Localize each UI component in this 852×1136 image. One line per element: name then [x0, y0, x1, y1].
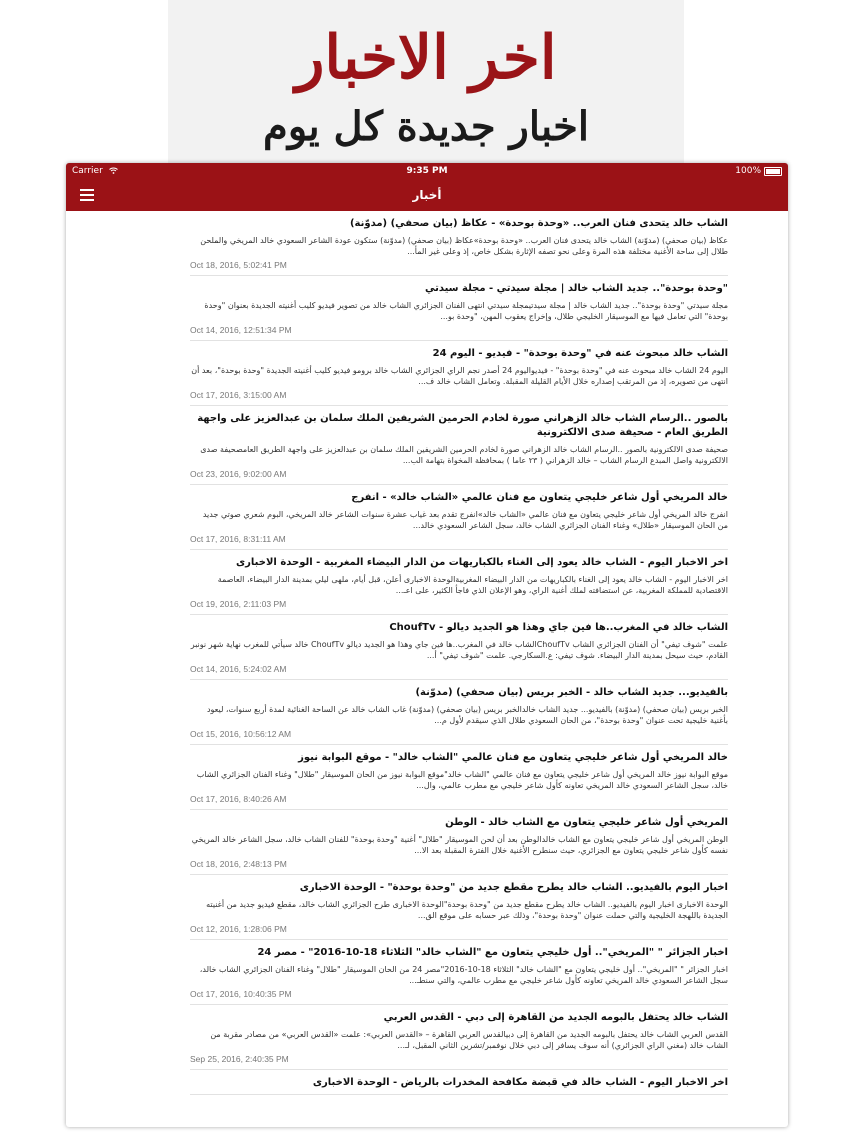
promo-subtitle: اخبار جديدة كل يوم [263, 103, 589, 150]
nav-title: أخبار [412, 188, 442, 202]
news-item[interactable] [190, 680, 728, 745]
news-item-title: "وحدة بوحدة".. جديد الشاب خالد | مجلة سيدتي - مجلة سيدتي [424, 283, 728, 294]
news-item[interactable] [190, 875, 728, 940]
news-item[interactable] [190, 485, 728, 550]
news-item[interactable] [190, 550, 728, 615]
news-item-date: Oct 17, 2016, 8:31:11 AM [190, 534, 286, 544]
promo-title: اخر الاخبار [295, 23, 557, 93]
news-item-title: الشاب خالد في المغرب..ها فين جاي وهذا هو الجديد ديالو - ChoufTv [389, 622, 728, 633]
news-item-snippet: عكاظ (بيان صحفي) (مدوّنة) الشاب خالد يتحدى فنان العرب.. «وحدة بوحدة»عكاظ (بيان صحفي) (مدوّنة) ستكون عودة الشاعر السعودي خالد المريخي والملحن طلال إلى ساحة الأغنية مختلفة هذه المرة وعلى نحو تصفه الإثارة بشكل خاص، إذ وعلى غير المأ... [200, 236, 728, 256]
news-item-title: بالفيديو... جديد الشاب خالد - الخبر بريس (بيان صحفي) (مدوّنة) [415, 687, 728, 698]
news-item-title: اخر الاخبار اليوم - الشاب خالد في قبضة مكافحة المخدرات بالرياض - الوحدة الاخبارى [312, 1077, 728, 1088]
news-item-title: خالد المريخي أول شاعر خليجي يتعاون مع فنان عالمي "الشاب خالد" - موقع البوابة نيوز [298, 752, 728, 763]
news-item-date: Oct 18, 2016, 2:48:13 PM [190, 859, 287, 869]
promo-banner [0, 0, 852, 165]
news-item-title: الشاب خالد يحتفل بالبومه الجديد من القاهرة إلى دبي - القدس العربي [383, 1012, 728, 1023]
news-item-snippet: اخبار الجزائر " "المريخي".. أول خليجي يتعاون مع "الشاب خالد" الثلاثاء 18-10-2016"مصر 24 من الحان الموسيقار "طلال" وغناء الفنان الجزائري الشاب خالد، سجل الشاعر السعودي خالد المريخي تعاونه كأول شاعر خليجي مع مطرب عالمي، والتي سنطـ... [199, 965, 728, 985]
battery-status [735, 163, 782, 179]
news-item-title: الشاب خالد يتحدى فنان العرب.. «وحدة بوحدة» - عكاظ (بيان صحفي) (مدوّنة) [349, 218, 728, 229]
news-item-snippet: اليوم 24 الشاب خالد مبحوث عنه في "وحدة بوحدة" - فيديواليوم 24 أصدر نجم الراي الجزائري الشاب خالد برومو فيديو كليب أغنيته الجديدة "وحدة بوحدة"، بعد أن انتهى من تصويره، إذ من المرتقب إصداره خلال الأيام القليلة المقبلة. وتعامل الشاب خالد ف... [191, 366, 728, 386]
news-item[interactable] [190, 1005, 728, 1070]
news-item-date: Oct 23, 2016, 9:02:00 AM [190, 469, 287, 479]
news-feed [66, 211, 788, 1095]
news-item-title: اخر الاخبار اليوم - الشاب خالد يعود إلى الغناء بالكباريهات من الدار البيضاء المغربية - الوحدة الاخبارى [236, 557, 728, 568]
news-item[interactable] [190, 745, 728, 810]
news-item-snippet: موقع البوابة نيوز خالد المريخي أول شاعر خليجي يتعاون مع فنان عالمي "الشاب خالد"موقع البوابة نيوز من الحان الموسيقار "طلال" وغناء الفنان الجزائري الشاب خالد، سجل الشاعر السعودي خالد المريخي تعاونه كأول شاعر خليجي مع مطرب عالمي، وال... [196, 770, 728, 790]
news-item-title: خالد المريخي أول شاعر خليجي يتعاون مع فنان عالمي «الشاب خالد» - انفرج [351, 492, 728, 503]
news-item-snippet: القدس العربي الشاب خالد يحتفل بالبومه الجديد من القاهرة إلى دبيالقدس العربي القاهرة – «القدس العربي»: علمت «القدس العربي» من مصادر مقربة من الشاب خالد (مغني الراي الجزائري) أنه سوف يسافر إلى دبي خلال نوفمبر/تشرين الثاني المقبل، لـ... [210, 1030, 728, 1050]
news-item-date: Oct 14, 2016, 12:51:34 PM [190, 325, 292, 335]
news-item-snippet: الوطن المريخي أول شاعر خليجي يتعاون مع الشاب خالدالوطن بعد أن لحن الموسيقار "طلال" أغنية "وحدة بوحدة" للفنان الشاب خالد، سجل الشاعر خالد المريخي نفسه كأول شاعر خليجي يتعاون مع الجزائري، حيث سنطرح الأغنية خلال الفترة المقبلة بعد الا... [191, 835, 728, 855]
news-item[interactable] [190, 406, 728, 485]
battery-icon [764, 167, 782, 176]
news-item[interactable] [190, 341, 728, 406]
news-item-date: Oct 17, 2016, 3:15:00 AM [190, 390, 287, 400]
news-item-snippet: مجلة سيدتي "وحدة بوحدة".. جديد الشاب خالد | مجلة سيدتيمجلة سيدتي انتهى الفنان الجزائري الشاب خالد من تصوير فيديو كليب أغنيته الجديدة بعنوان "وحدة بوحدة" التي تعامل فيها مع الموسيقار الخليجي طلال، وإخراج يعقوب المهن، "وحدة بو... [204, 301, 728, 321]
news-item-title: اخبار اليوم بالفيديو.. الشاب خالد يطرح مقطع جديد من "وحدة بوحدة" - الوحدة الاخبارى [299, 882, 728, 893]
news-item-title: بالصور ..الرسام الشاب خالد الزهراني صورة لخادم الحرمين الشريفين الملك سلمان بن عبدالعزيز على واجهة الطريق العام - صحيفة صدى الالكترونية [197, 413, 728, 438]
news-item[interactable] [190, 276, 728, 341]
news-item[interactable] [190, 211, 728, 276]
news-item-date: Oct 19, 2016, 2:11:03 PM [190, 599, 287, 609]
news-item-snippet: علمت "شوف تيفي" أن الفنان الجزائري الشاب ChoufTvالشاب خالد في المغرب..ها فين جاي وهذا هو الجديد ديالو ChoufTv خالد سيأتي للمغرب نهاية شهر نونبر القادم، حيث سيحل بمدينة الدار البيضاء. شوف تيفي: ع.السكارجي. علمت "شوف تيفي" أ... [190, 640, 728, 660]
news-item[interactable] [190, 940, 728, 1005]
status-time: 9:35 PM [406, 166, 448, 176]
news-item-snippet: الوحدة الاخبارى اخبار اليوم بالفيديو.. الشاب خالد يطرح مقطع جديد من "وحدة بوحدة"الوحدة الاخبارى طرح الجزائري الشاب خالد، مقطع فيديو جديد من أغنيته الجديدة باللهجة الخليجية والتي حملت عنوان "وحدة بوحدة"، وذلك عبر حسابه على موقع الق... [206, 900, 728, 920]
status-bar [66, 163, 788, 179]
news-item-snippet: انفرج خالد المريخي أول شاعر خليجي يتعاون مع فنان عالمي «الشاب خالد»انفرج تقدم بعد غياب عشرة سنوات الشاعر خالد المريخي، البوم شعري صوتي جديد من الحان الموسيقار «طلال» وغناء الفنان الجزائري الشاب خالد، سجل الشاعر السعودي خالد... [202, 510, 728, 530]
news-item-snippet: صحيفة صدى الالكترونية بالصور ..الرسام الشاب خالد الزهراني صورة لخادم الحرمين الشريفين الملك سلمان بن عبدالعزيز على واجهة الطريق العامصحيفة صدى الالكترونية واصل المبدع الرسام الشاب – خالد الزهراني ( ٢٣ عاما ) بمحافظة المخواة بتهامة الب... [200, 445, 728, 465]
news-item-date: Oct 15, 2016, 10:56:12 AM [190, 729, 292, 739]
news-item-date: Oct 14, 2016, 5:24:02 AM [190, 664, 287, 674]
news-item-date: Oct 12, 2016, 1:28:06 PM [190, 924, 287, 934]
news-item-snippet: اخر الاخبار اليوم - الشاب خالد يعود إلى الغناء بالكباريهات من الدار البيضاء المغربيةالوحدة الاخبارى أعلن، قبل أيام، ملهى ليلي بمدينة الدار البيضاء، العاصمة الاقتصادية للمملكة المغربية، عن استضافته لملك أغنية الراي، وهو الإعلان الذي فاجأ الكثير، على اعـ... [217, 575, 728, 595]
news-item-title: المريخي أول شاعر خليجي يتعاون مع الشاب خالد - الوطن [445, 817, 728, 828]
news-item-title: الشاب خالد مبحوث عنه في "وحدة بوحدة" - فيديو - اليوم 24 [432, 348, 728, 359]
news-item-date: Oct 17, 2016, 8:40:26 AM [190, 794, 287, 804]
news-item-date: Sep 25, 2016, 2:40:35 PM [190, 1054, 289, 1064]
news-item-title: اخبار الجزائر " "المريخي".. أول خليجي يتعاون مع "الشاب خالد" الثلاثاء 18-10-2016" - مصر 24 [257, 947, 728, 958]
app-window [66, 163, 788, 1127]
news-item[interactable] [190, 1070, 728, 1095]
news-item[interactable] [190, 615, 728, 680]
news-item-date: Oct 17, 2016, 10:40:35 PM [190, 989, 292, 999]
news-item-snippet: الخبر بريس (بيان صحفي) (مدوّنة) بالفيديو... جديد الشاب خالدالخبر بريس (بيان صحفي) (مدوّنة) غاب الشاب خالد عن الساحة الغنائية لمدة أربع سنوات، ليعود بأغنية خليجية تحت عنوان "وحدة بوحدة"، من الحان السعودي طلال الذي سيقدم لأول م... [206, 705, 728, 725]
carrier-text: Carrier [72, 166, 103, 176]
nav-bar [66, 179, 788, 211]
news-item[interactable] [190, 810, 728, 875]
news-item-date: Oct 18, 2016, 5:02:41 PM [190, 260, 287, 270]
battery-percent: 100% [735, 166, 761, 176]
